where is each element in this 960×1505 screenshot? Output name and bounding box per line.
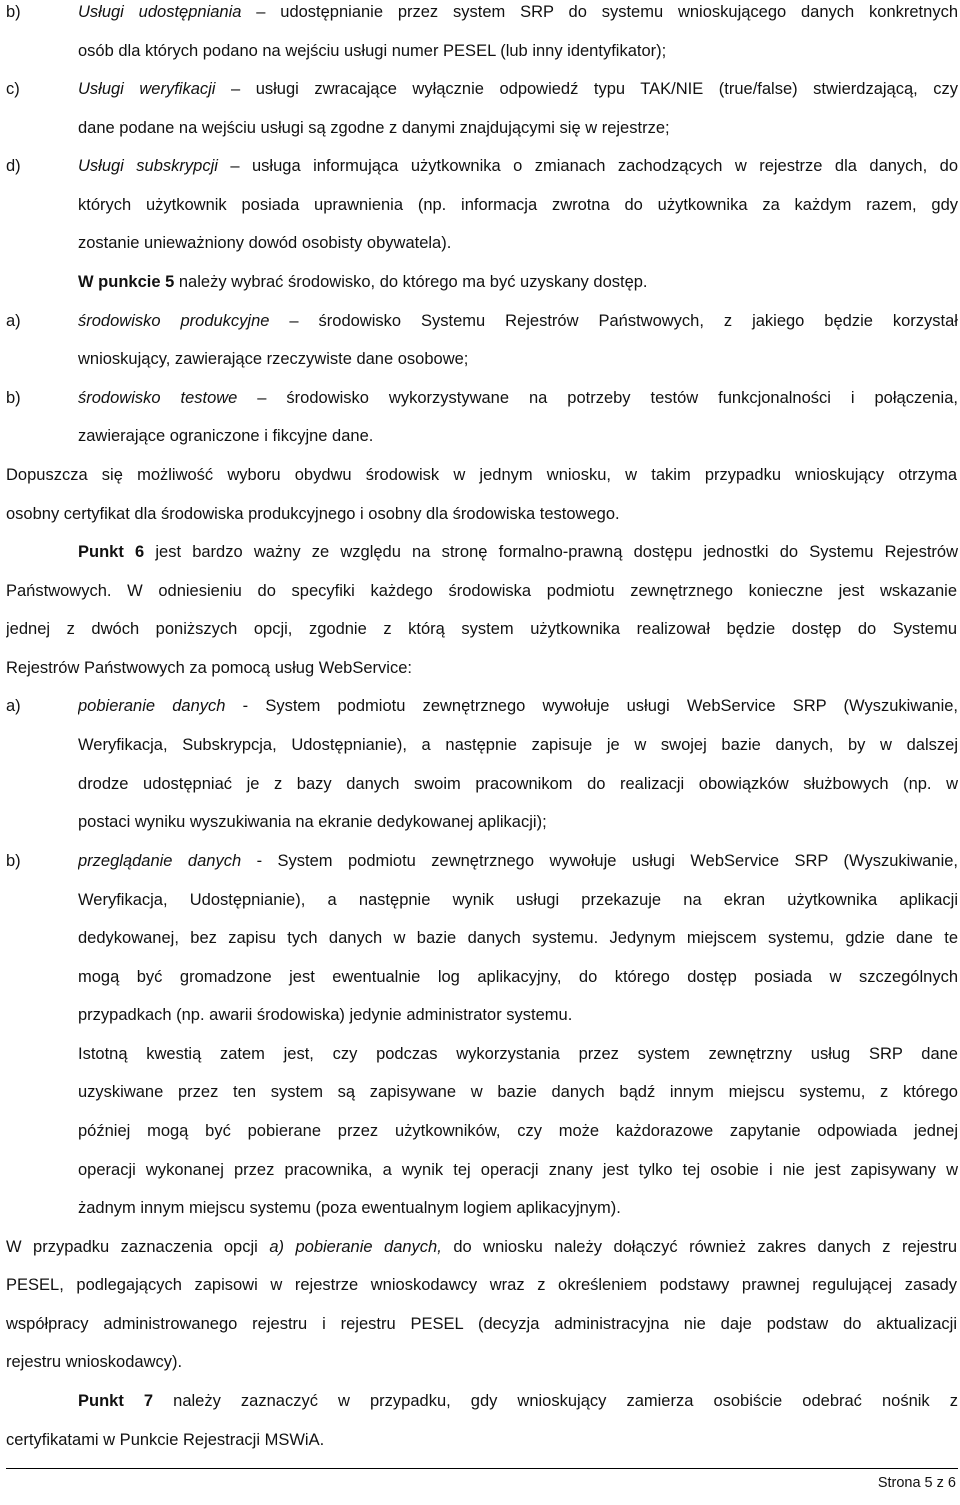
list-item-d-subskrypcji: Usługi subskrypcji – usługa informująca użytkownika o zmianach zachodzących w rejestrze dla danych, do (78, 157, 958, 175)
text-line: dane podane na wejściu usługi są zgodne z danymi znajdującymi się w rejestrze; (78, 119, 670, 137)
text-line: rejestru wnioskodawcy). (6, 1353, 183, 1371)
text-line: zawierające ograniczone i fikcyjne dane. (78, 427, 374, 445)
text-line: dedykowanej, bez zapisu tych danych w bazie danych systemu. Jedynym miejscem systemu, gdzie dane te (78, 929, 958, 947)
text-line: operacji wykonanej przez pracownika, a wynik tej operacji znany jest tylko tej osobie i nie jest zapisywany w (78, 1161, 958, 1179)
list-item-env-test: środowisko testowe – środowisko wykorzystywane na potrzeby testów funkcjonalności i połączenia, (78, 389, 958, 407)
text-line: PESEL, podlegających zapisowi w rejestrze wnioskodawcy wraz z określeniem podstawy prawnej regulującej zasady (6, 1276, 957, 1294)
text-line: przypadkach (np. awarii środowiska) jedynie administrator systemu. (78, 1006, 573, 1024)
text-line: postaci wyniku wyszukiwania na ekranie dedykowanej aplikacji); (78, 813, 547, 831)
punkt6-paragraph: Punkt 6 jest bardzo ważny ze względu na stronę formalno-prawną dostępu jednostki do Systemu Rejestrów (78, 543, 958, 561)
list-label: b) (6, 3, 21, 21)
text-line: Weryfikacja, Subskrypcja, Udostępnianie), a następnie zapisuje je w swojej bazie danych, by w dalszej (78, 736, 958, 754)
footer-rule (6, 1468, 958, 1469)
text-line: zostanie unieważniony dowód osobisty obywatela). (78, 234, 452, 252)
text-line: później mogą być pobierane przez użytkowników, czy może każdorazowe zapytanie odpowiada jednej (78, 1122, 958, 1140)
text-line: Państwowych. W odniesieniu do specyfiki każdego środowiska podmiotu zewnętrznego konieczne jest wskazanie (6, 582, 957, 600)
list-label: a) (6, 697, 21, 715)
list-label: b) (6, 852, 21, 870)
text-line: współpracy administrowanego rejestru i rejestru PESEL (decyzja administracyjna nie daje podstaw do aktualizacji (6, 1315, 957, 1333)
text-line: których użytkownik posiada uprawnienia (np. informacja zwrotna do użytkownika za każdym razem, gdy (78, 196, 958, 214)
text-line: Rejestrów Państwowych za pomocą usług WebService: (6, 659, 412, 677)
text-line: certyfikatami w Punkcie Rejestracji MSWiA. (6, 1431, 325, 1449)
text-line: wnioskujący, zawierające rzeczywiste dane osobowe; (78, 350, 469, 368)
list-label: a) (6, 312, 21, 330)
text-line: żadnym innym miejscu systemu (poza ewentualnym logiem aplikacyjnym). (78, 1199, 621, 1217)
punkt5-paragraph: W punkcie 5 należy wybrać środowisko, do którego ma być uzyskany dostęp. (78, 273, 648, 291)
text-line: Istotną kwestią zatem jest, czy podczas wykorzystania przez system zewnętrzny usług SRP dane (78, 1045, 958, 1063)
text-line: mogą być gromadzone jest ewentualnie log aplikacyjny, do którego dostęp posiada w szczególnych (78, 968, 958, 986)
list-label: c) (6, 80, 20, 98)
punkt7-paragraph: Punkt 7 należy zaznaczyć w przypadku, gdy wnioskujący zamierza osobiście odebrać nośnik z (78, 1392, 958, 1410)
text-line: drodze udostępniać je z bazy danych swoim pracownikom do realizacji obowiązków służbowych (np. w (78, 775, 958, 793)
list-label: b) (6, 389, 21, 407)
page-number: Strona 5 z 6 (877, 1475, 956, 1491)
list-item-b-usludostep: Usługi udostępniania – udostępnianie przez system SRP do systemu wnioskującego danych konkretnych (78, 3, 958, 21)
text-line: uzyskiwane przez ten system są zapisywane w bazie danych bądź innym miejscu systemu, z którego (78, 1083, 958, 1101)
list-item-przegladanie: przeglądanie danych - System podmiotu zewnętrznego wywołuje usługi WebService SRP (Wyszukiwanie, (78, 852, 958, 870)
text-line: Weryfikacja, Udostępnianie), a następnie wynik usługi przekazuje na ekran użytkownika aplikacji (78, 891, 958, 909)
list-item-pobieranie: pobieranie danych - System podmiotu zewnętrznego wywołuje usługi WebService SRP (Wyszukiwanie, (78, 697, 958, 715)
text-line: Dopuszcza się możliwość wyboru obydwu środowisk w jednym wniosku, w takim przypadku wnioskujący otrzyma (6, 466, 957, 484)
text-line: osobny certyfikat dla środowiska produkcyjnego i osobny dla środowiska testowego. (6, 505, 620, 523)
list-label: d) (6, 157, 21, 175)
list-item-env-prod: środowisko produkcyjne – środowisko Systemu Rejestrów Państwowych, z jakiego będzie korzystał (78, 312, 958, 330)
text-line: jednej z dwóch poniższych opcji, zgodnie z którą system użytkownika realizował będzie dostęp do Systemu (6, 620, 957, 638)
text-line: W przypadku zaznaczenia opcji a) pobieranie danych, do wniosku należy dołączyć również zakres danych z rejestru (6, 1238, 957, 1256)
text-line: osób dla których podano na wejściu usługi numer PESEL (lub inny identyfikator); (78, 42, 667, 60)
list-item-c-weryfikacji: Usługi weryfikacji – usługi zwracające wyłącznie odpowiedź typu TAK/NIE (true/false) stwierdzającą, czy (78, 80, 958, 98)
